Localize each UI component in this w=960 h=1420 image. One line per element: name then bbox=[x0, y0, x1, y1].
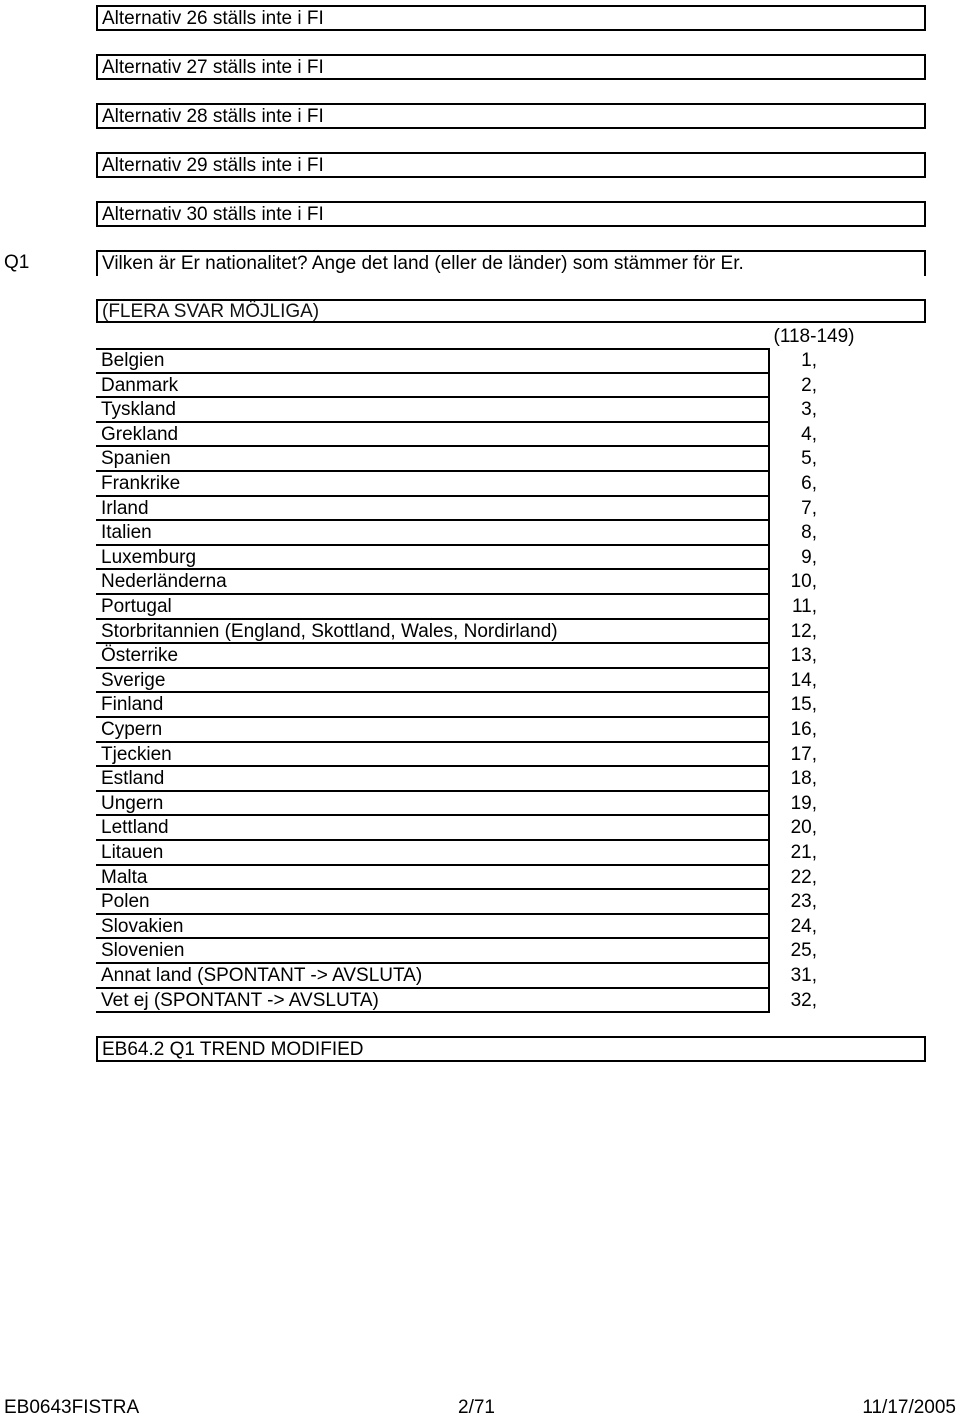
option-code: 17, bbox=[790, 743, 817, 765]
row-divider bbox=[96, 790, 770, 792]
option-code: 8, bbox=[801, 522, 817, 544]
option-code: 22, bbox=[790, 866, 817, 888]
footer-doc-id: EB0643FISTRA bbox=[4, 1397, 140, 1418]
option-label: Nederländerna bbox=[101, 571, 227, 593]
header-row bbox=[96, 103, 926, 129]
option-label: Irland bbox=[101, 497, 149, 519]
header-row-text: Alternativ 29 ställs inte i FI bbox=[102, 155, 324, 176]
option-code: 11, bbox=[791, 596, 817, 617]
option-code: 19, bbox=[790, 792, 817, 814]
row-divider bbox=[96, 716, 770, 718]
option-label: Frankrike bbox=[101, 473, 181, 494]
option-code: 4, bbox=[801, 423, 817, 445]
option-code: 31, bbox=[790, 965, 817, 986]
option-label: Belgien bbox=[101, 350, 165, 371]
row-divider bbox=[96, 348, 770, 350]
option-label: Litauen bbox=[101, 842, 164, 863]
trend-note bbox=[96, 1036, 926, 1062]
header-row bbox=[96, 152, 926, 178]
question-id: Q1 bbox=[4, 252, 30, 273]
option-label: Lettland bbox=[101, 817, 169, 839]
row-divider bbox=[96, 765, 770, 767]
row-divider bbox=[96, 642, 770, 644]
footer-page-number: 2/71 bbox=[458, 1397, 495, 1418]
row-divider bbox=[96, 1011, 770, 1013]
header-row bbox=[96, 5, 926, 31]
option-label: Tjeckien bbox=[101, 743, 172, 765]
column-divider bbox=[768, 348, 770, 1012]
option-label: Spanien bbox=[101, 448, 171, 470]
option-code: 25, bbox=[790, 940, 817, 962]
header-row-text: Alternativ 28 ställs inte i FI bbox=[102, 106, 324, 127]
option-label: Danmark bbox=[101, 374, 179, 396]
option-label: Cypern bbox=[101, 719, 163, 740]
option-code: 12, bbox=[790, 620, 817, 642]
row-divider bbox=[96, 814, 770, 816]
option-code: 2, bbox=[801, 374, 817, 396]
option-code: 16, bbox=[790, 719, 817, 740]
row-divider bbox=[96, 470, 770, 472]
header-row-text: Alternativ 30 ställs inte i FI bbox=[102, 204, 324, 225]
trend-note-text: EB64.2 Q1 TREND MODIFIED bbox=[102, 1039, 364, 1060]
option-code: 32, bbox=[790, 989, 817, 1011]
option-label: Österrike bbox=[101, 645, 179, 667]
row-divider bbox=[96, 667, 770, 669]
option-label: Slovakien bbox=[101, 915, 184, 937]
option-code: 15, bbox=[790, 694, 817, 716]
header-row bbox=[96, 54, 926, 80]
option-label: Finland bbox=[101, 694, 164, 716]
option-label: Grekland bbox=[101, 423, 179, 445]
option-label: Portugal bbox=[101, 596, 172, 617]
option-label: Luxemburg bbox=[101, 546, 197, 568]
row-divider bbox=[96, 421, 770, 423]
option-code: 3, bbox=[801, 399, 817, 421]
row-divider bbox=[96, 691, 770, 693]
option-code: 6, bbox=[801, 473, 817, 494]
row-divider bbox=[96, 913, 770, 915]
option-code: 14, bbox=[790, 669, 817, 691]
header-row-text: Alternativ 26 ställs inte i FI bbox=[102, 8, 324, 29]
option-label: Malta bbox=[101, 866, 148, 888]
option-label: Italien bbox=[101, 522, 152, 544]
row-divider bbox=[96, 519, 770, 521]
option-code: 9, bbox=[801, 546, 817, 568]
question-instruction bbox=[96, 299, 926, 323]
footer-date: 11/17/2005 bbox=[862, 1397, 956, 1418]
row-divider bbox=[96, 937, 770, 939]
option-label: Tyskland bbox=[101, 399, 176, 421]
option-label: Vet ej (SPONTANT -> AVSLUTA) bbox=[101, 989, 379, 1011]
option-label: Slovenien bbox=[101, 940, 185, 962]
row-divider bbox=[96, 839, 770, 841]
option-label: Sverige bbox=[101, 669, 166, 691]
row-divider bbox=[96, 888, 770, 890]
option-code: 7, bbox=[801, 497, 817, 519]
options-table bbox=[0, 348, 960, 1014]
row-divider bbox=[96, 396, 770, 398]
row-divider bbox=[96, 864, 770, 866]
option-code: 1, bbox=[801, 350, 817, 371]
row-divider bbox=[96, 445, 770, 447]
option-label: Ungern bbox=[101, 792, 164, 814]
option-label: Annat land (SPONTANT -> AVSLUTA) bbox=[101, 965, 423, 986]
option-label: Estland bbox=[101, 768, 165, 790]
question-text bbox=[96, 250, 926, 276]
row-divider bbox=[96, 593, 770, 595]
option-code: 5, bbox=[801, 448, 817, 470]
option-code: 21, bbox=[790, 842, 817, 863]
header-row bbox=[96, 201, 926, 227]
option-code: 23, bbox=[790, 891, 817, 913]
question-text-label: Vilken är Er nationalitet? Ange det land (eller de länder) som stämmer för Er. bbox=[102, 253, 744, 274]
row-divider bbox=[96, 495, 770, 497]
row-divider bbox=[96, 544, 770, 546]
option-code: 24, bbox=[790, 915, 817, 937]
option-code: 20, bbox=[790, 817, 817, 839]
option-label: Storbritannien (England, Skottland, Wales, Nordirland) bbox=[101, 620, 558, 642]
option-code: 18, bbox=[790, 768, 817, 790]
column-range: (118-149) bbox=[773, 326, 855, 347]
row-divider bbox=[96, 741, 770, 743]
instruction-label: (FLERA SVAR MÖJLIGA) bbox=[102, 301, 320, 322]
option-code: 13, bbox=[790, 645, 817, 667]
option-label: Polen bbox=[101, 891, 150, 913]
row-divider bbox=[96, 372, 770, 374]
option-code: 10, bbox=[790, 571, 817, 593]
header-row-text: Alternativ 27 ställs inte i FI bbox=[102, 57, 324, 78]
